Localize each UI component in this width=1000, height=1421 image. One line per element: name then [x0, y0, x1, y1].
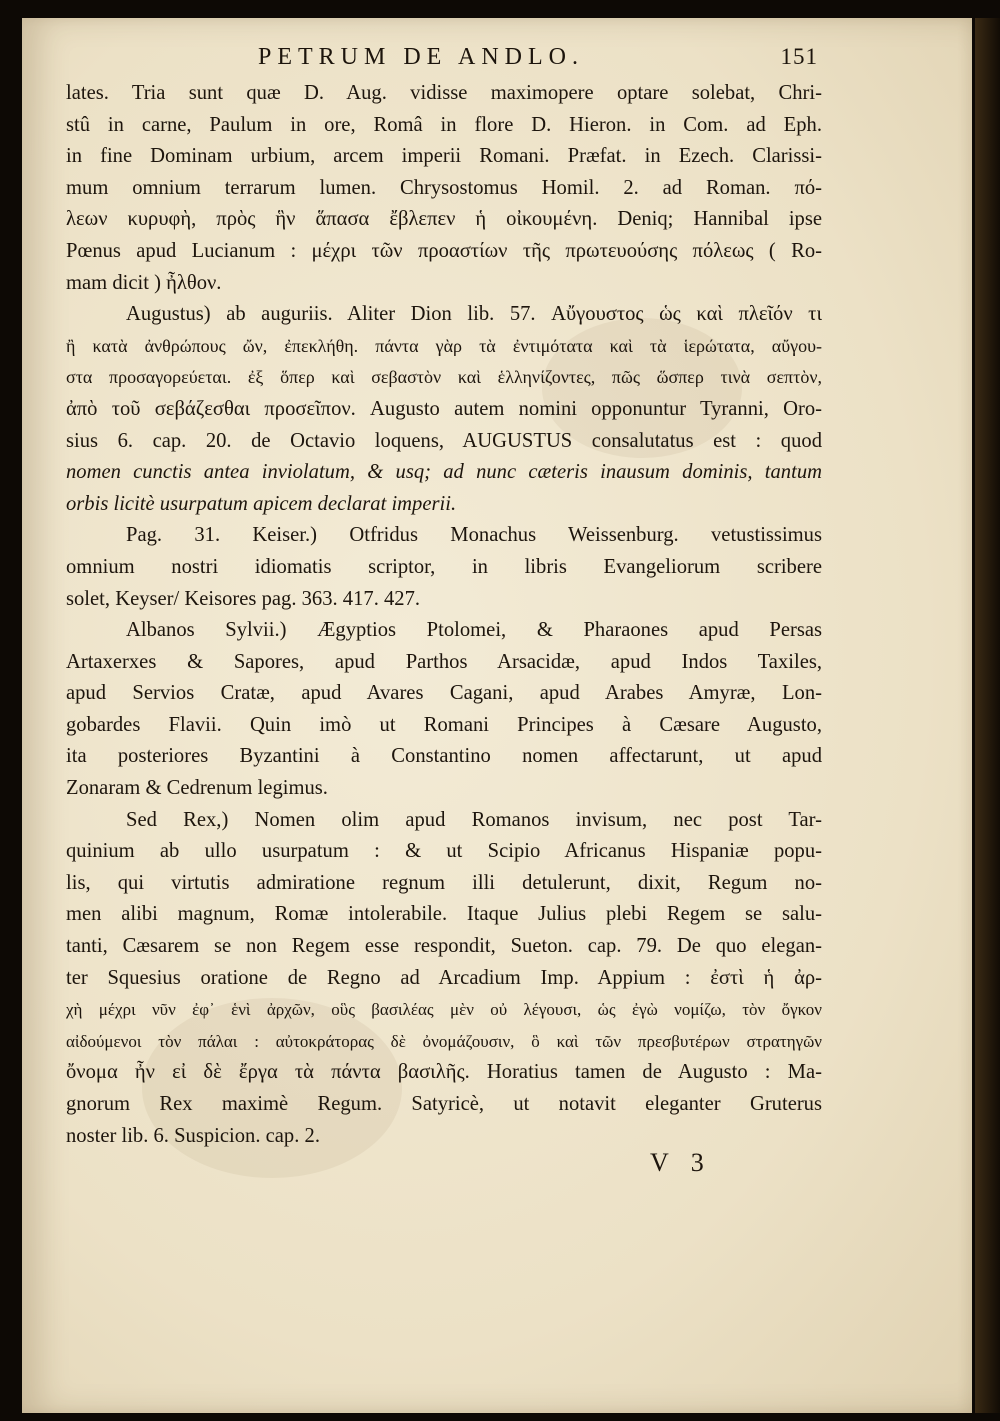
text-line: stû in carne, Paulum in ore, Româ in flore D. Hieron. in Com. ad Eph.	[66, 113, 822, 136]
text-line: noster lib. 6. Suspicion. cap. 2.	[66, 1124, 320, 1147]
text-line: nomen cunctis antea inviolatum, & usq; ad nunc cæteris inausum dominis, tantum	[66, 461, 822, 484]
body-text	[66, 78, 822, 1152]
text-line-content: Sed Rex,) Nomen olim apud Romanos invisum, nec post Tar-	[126, 808, 822, 831]
text-line-content: Albanos Sylvii.) Ægyptios Ptolomei, & Pharaones apud Persas	[126, 619, 822, 642]
text-line: orbis licitè usurpatum apicem declarat imperii.	[66, 492, 457, 515]
signature-mark: V 3	[650, 1148, 712, 1177]
text-line: apud Servios Cratæ, apud Avares Cagani, apud Arabes Amyræ, Lon-	[66, 682, 822, 705]
text-line: στα προσαγορεύεται. ἐξ ὅπερ καὶ σεβαστὸν καὶ ἑλληνίζοντες, πῶς ὥσπερ τινὰ σεπτὸν,	[66, 367, 822, 388]
text-line: ita posteriores Byzantini à Constantino nomen affectarunt, ut apud	[66, 745, 822, 768]
text-line-indented	[66, 805, 822, 837]
text-line: Artaxerxes & Sapores, apud Parthos Arsacidæ, apud Indos Taxiles,	[66, 650, 822, 673]
text-line: λεων κυρυφὴ, πρὸς ἣν ἅπασα ἔβλεπεν ἡ οἰκουμένη. Deniq; Hannibal ipse	[66, 208, 822, 231]
text-line: in fine Dominam urbium, arcem imperii Romani. Præfat. in Ezech. Clarissi-	[66, 145, 822, 168]
text-line: sius 6. cap. 20. de Octavio loquens, AUGUSTUS consalutatus est : quod	[66, 429, 822, 452]
text-line: Zonaram & Cedrenum legimus.	[66, 777, 328, 800]
text-line: ὄνομα ἦν εἰ δὲ ἔργα τὰ πάντα βασιλῆς. Horatius tamen de Augusto : Ma-	[66, 1061, 822, 1084]
text-line: mam dicit ) ἦλθον.	[66, 271, 222, 294]
text-line-indented	[66, 520, 822, 552]
text-line: lates. Tria sunt quæ D. Aug. vidisse maximopere optare solebat, Chri-	[66, 82, 822, 104]
text-line: mum omnium terrarum lumen. Chrysostomus Homil. 2. ad Roman. πό-	[66, 176, 822, 199]
text-line: men alibi magnum, Romæ intolerabile. Itaque Julius plebi Regem se salu-	[66, 903, 822, 926]
text-line: ἢ κατὰ ἀνθρώπους ὤν, ἐπεκλήθη. πάντα γὰρ τὰ ἐντιμότατα καὶ τὰ ἱερώτατα, αὔγου-	[66, 335, 822, 356]
page-number: 151	[780, 44, 818, 69]
text-line: gnorum Rex maximè Regum. Satyricè, ut notavit eleganter Gruterus	[66, 1093, 822, 1115]
text-line-indented	[66, 615, 822, 647]
text-line-indented	[66, 299, 822, 331]
text-line: Pœnus apud Lucianum : μέχρι τῶν προαστίων τῆς πρωτευούσης πόλεως ( Ro-	[66, 239, 822, 262]
text-line: omnium nostri idiomatis scriptor, in libris Evangeliorum scribere	[66, 555, 822, 578]
text-line: solet, Keyser/ Keisores pag. 363. 417. 427.	[66, 587, 421, 610]
text-line: ἀπὸ τοῦ σεβάζεσθαι προσεῖπον. Augusto autem nomini opponuntur Tyranni, Oro-	[66, 397, 822, 420]
text-line: quinium ab ullo usurpatum : & ut Scipio Africanus Hispaniæ popu-	[66, 840, 822, 863]
text-line-content: Pag. 31. Keiser.) Otfridus Monachus Weissenburg. vetustissimus	[126, 524, 822, 547]
text-line: gobardes Flavii. Quin imò ut Romani Principes à Cæsare Augusto,	[66, 713, 822, 736]
text-line: tanti, Cæsarem se non Regem esse respondit, Sueton. cap. 79. De quo elegan-	[66, 935, 822, 958]
text-line: ter Squesius oratione de Regno ad Arcadium Imp. Appium : ἐστὶ ἡ ἀρ-	[66, 966, 822, 989]
running-head-title: PETRUM DE ANDLO.	[258, 44, 585, 70]
text-line: lis, qui virtutis admiratione regnum illi detulerunt, dixit, Regum no-	[66, 871, 822, 894]
page-spine-shadow	[975, 18, 1000, 1413]
running-head	[258, 44, 818, 74]
text-line-content: Augustus) ab auguriis. Aliter Dion lib. 57. Αὔγουστος ὡς καὶ πλεῖόν τι	[126, 303, 822, 326]
text-line: χὴ μέχρι νῦν ἐφ᾽ ἑνὶ ἀρχῶν, οὓς βασιλέας μὲν οὐ λέγουσι, ὡς ἐγὼ νομίζω, τὸν ὄγκον	[66, 1000, 822, 1020]
text-line: αἰδούμενοι τὸν πάλαι : αὐτοκράτορας δὲ ὀνομάζουσιν, ὃ καὶ τῶν πρεσβυτέρων στρατηγῶν	[66, 1031, 822, 1051]
